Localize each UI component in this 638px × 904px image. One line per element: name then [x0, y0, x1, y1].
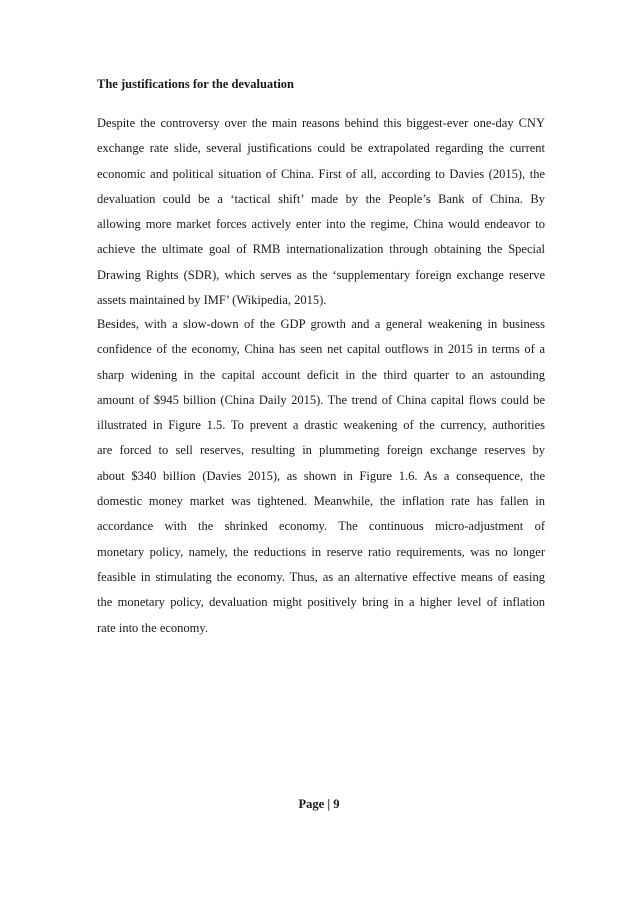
paragraph-line: Besides, with a slow-down of the GDP growth and a general weakening in business [97, 317, 545, 331]
paragraph-line: confidence of the economy, China has seen net capital outflows in 2015 in terms of a [97, 342, 545, 357]
paragraph-line: are forced to sell reserves, resulting in plummeting foreign exchange reserves by [97, 443, 545, 458]
paragraph-line: devaluation could be a ‘tactical shift’ made by the People’s Bank of China. By [97, 191, 545, 206]
paragraph-line: accordance with the shrinked economy. The continuous micro-adjustment of [97, 519, 545, 534]
page-footer: Page | 9 [298, 797, 340, 811]
paragraph-line: Despite the controversy over the main reasons behind this biggest-ever one-day CNY [97, 116, 545, 130]
paragraph-2 [97, 315, 545, 644]
paragraph-line: economic and political situation of China. First of all, according to Davies (2015), the [97, 166, 545, 181]
paragraph-line: monetary policy, namely, the reductions in reserve ratio requirements, was no longer [97, 544, 545, 559]
paragraph-line: Drawing Rights (SDR), which serves as the ‘supplementary foreign exchange reserve [97, 267, 545, 282]
paragraph-line: exchange rate slide, several justifications could be extrapolated regarding the current [97, 141, 545, 156]
paragraph-line: feasible in stimulating the economy. Thus, as an alternative effective means of easing [97, 569, 545, 584]
paragraph-line: about $340 billion (Davies 2015), as shown in Figure 1.6. As a consequence, the [97, 468, 545, 483]
paragraph-line: the monetary policy, devaluation might positively bring in a higher level of inflation [97, 595, 545, 610]
paragraph-line: assets maintained by IMF’ (Wikipedia, 2015). [97, 293, 327, 308]
paragraph-line: amount of $945 billion (China Daily 2015). The trend of China capital flows could be [97, 392, 545, 407]
paragraph-line: rate into the economy. [97, 620, 208, 635]
paragraph-line: allowing more market forces actively enter into the regime, China would endeavor to [97, 217, 545, 232]
section-heading: The justifications for the devaluation [97, 77, 294, 91]
paragraph-1 [97, 114, 545, 316]
paragraph-line: sharp widening in the capital account deficit in the third quarter to an astounding [97, 367, 545, 382]
paragraph-line: achieve the ultimate goal of RMB internationalization through obtaining the Special [97, 242, 545, 257]
paragraph-line: illustrated in Figure 1.5. To prevent a drastic weakening of the currency, authorities [97, 418, 545, 433]
paragraph-line: domestic money market was tightened. Meanwhile, the inflation rate has fallen in [97, 494, 545, 509]
